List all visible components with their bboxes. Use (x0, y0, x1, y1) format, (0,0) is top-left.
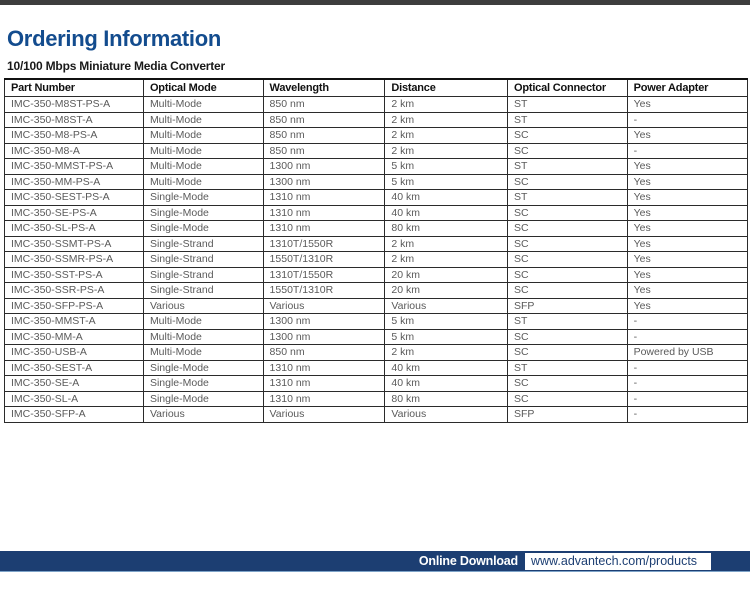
column-header: Distance (385, 79, 508, 97)
table-row (5, 298, 748, 314)
table-cell: 20 km (385, 267, 508, 283)
table-cell: SC (507, 205, 627, 221)
column-header: Part Number (5, 79, 144, 97)
column-header: Optical Connector (507, 79, 627, 97)
table-cell: 5 km (385, 314, 508, 330)
table-cell: 40 km (385, 360, 508, 376)
table-cell: Yes (627, 205, 747, 221)
table-cell: 1310 nm (263, 391, 385, 407)
table-cell: 1310 nm (263, 205, 385, 221)
table-cell: SC (507, 236, 627, 252)
table-cell: Yes (627, 190, 747, 206)
table-row (5, 283, 748, 299)
table-cell: ST (507, 314, 627, 330)
table-cell: Multi-Mode (143, 345, 263, 361)
table-row (5, 236, 748, 252)
table-cell: 1300 nm (263, 314, 385, 330)
table-cell: Yes (627, 283, 747, 299)
table-cell: IMC-350-SSMT-PS-A (5, 236, 144, 252)
table-cell: - (627, 360, 747, 376)
table-cell: Single-Mode (143, 205, 263, 221)
online-download-label: Online Download (418, 554, 518, 568)
table-cell: ST (507, 97, 627, 113)
table-cell: SC (507, 329, 627, 345)
table-cell: IMC-350-MMST-A (5, 314, 144, 330)
table-cell: SFP (507, 407, 627, 423)
table-cell: Single-Strand (143, 236, 263, 252)
table-cell: Multi-Mode (143, 329, 263, 345)
table-cell: SC (507, 128, 627, 144)
table-cell: Yes (627, 236, 747, 252)
table-cell: 40 km (385, 205, 508, 221)
table-cell: Single-Strand (143, 252, 263, 268)
table-cell: IMC-350-SL-A (5, 391, 144, 407)
table-cell: IMC-350-SSMR-PS-A (5, 252, 144, 268)
table-cell: 2 km (385, 236, 508, 252)
table-cell: SC (507, 376, 627, 392)
table-cell: IMC-350-M8ST-PS-A (5, 97, 144, 113)
table-cell: 850 nm (263, 143, 385, 159)
table-cell: Various (385, 298, 508, 314)
table-cell: 850 nm (263, 112, 385, 128)
table-cell: SC (507, 252, 627, 268)
table-cell: Powered by USB (627, 345, 747, 361)
table-cell: IMC-350-M8ST-A (5, 112, 144, 128)
table-cell: ST (507, 190, 627, 206)
table-cell: IMC-350-MMST-PS-A (5, 159, 144, 175)
table-row (5, 128, 748, 144)
table-row (5, 391, 748, 407)
table-cell: Various (143, 407, 263, 423)
table-cell: ST (507, 360, 627, 376)
table-cell: Multi-Mode (143, 97, 263, 113)
column-header: Power Adapter (627, 79, 747, 97)
table-cell: - (627, 391, 747, 407)
table-cell: Single-Strand (143, 283, 263, 299)
table-row (5, 112, 748, 128)
table-cell: IMC-350-M8-PS-A (5, 128, 144, 144)
table-cell: 1300 nm (263, 174, 385, 190)
table-cell: Multi-Mode (143, 128, 263, 144)
table-cell: SC (507, 174, 627, 190)
table-cell: - (627, 143, 747, 159)
table-cell: Various (385, 407, 508, 423)
table-cell: IMC-350-SEST-PS-A (5, 190, 144, 206)
table-cell: 2 km (385, 252, 508, 268)
table-cell: 850 nm (263, 345, 385, 361)
table-row (5, 267, 748, 283)
table-cell: - (627, 329, 747, 345)
table-cell: IMC-350-M8-A (5, 143, 144, 159)
table-cell: IMC-350-SE-PS-A (5, 205, 144, 221)
table-cell: 1310 nm (263, 376, 385, 392)
table-cell: ST (507, 112, 627, 128)
table-cell: SC (507, 391, 627, 407)
table-row (5, 329, 748, 345)
table-cell: Multi-Mode (143, 159, 263, 175)
table-cell: 5 km (385, 329, 508, 345)
table-row (5, 159, 748, 175)
table-cell: 1310 nm (263, 360, 385, 376)
table-cell: 5 km (385, 159, 508, 175)
table-cell: Single-Mode (143, 391, 263, 407)
table-cell: Yes (627, 97, 747, 113)
table-cell: Multi-Mode (143, 112, 263, 128)
table-cell: 1310T/1550R (263, 236, 385, 252)
table-cell: Single-Mode (143, 360, 263, 376)
table-row (5, 407, 748, 423)
table-cell: - (627, 376, 747, 392)
table-cell: IMC-350-SST-PS-A (5, 267, 144, 283)
footer-bar (0, 551, 750, 572)
table-row (5, 345, 748, 361)
table-body (5, 97, 748, 423)
table-cell: Yes (627, 267, 747, 283)
table-cell: SC (507, 283, 627, 299)
table-cell: IMC-350-SEST-A (5, 360, 144, 376)
table-caption: 10/100 Mbps Miniature Media Converter (7, 59, 225, 73)
table-cell: Multi-Mode (143, 174, 263, 190)
table-cell: 40 km (385, 376, 508, 392)
table-cell: 2 km (385, 97, 508, 113)
table-cell: 1300 nm (263, 329, 385, 345)
table-cell: 1550T/1310R (263, 283, 385, 299)
table-cell: 850 nm (263, 97, 385, 113)
ordering-information-table (4, 78, 748, 423)
table-header-row (5, 79, 748, 97)
table-row (5, 314, 748, 330)
table-cell: 80 km (385, 391, 508, 407)
products-url-link[interactable]: www.advantech.com/products (525, 553, 711, 570)
table-cell: 1310T/1550R (263, 267, 385, 283)
table-row (5, 205, 748, 221)
table-cell: Yes (627, 252, 747, 268)
table-cell: 20 km (385, 283, 508, 299)
table-cell: SC (507, 345, 627, 361)
page-title: Ordering Information (7, 26, 222, 51)
table-cell: IMC-350-SFP-A (5, 407, 144, 423)
table-row (5, 97, 748, 113)
table-cell: IMC-350-SE-A (5, 376, 144, 392)
table-cell: IMC-350-SFP-PS-A (5, 298, 144, 314)
table-cell: - (627, 112, 747, 128)
table-cell: SC (507, 143, 627, 159)
table-cell: 80 km (385, 221, 508, 237)
table-cell: 1550T/1310R (263, 252, 385, 268)
table-cell: Yes (627, 128, 747, 144)
table-row (5, 221, 748, 237)
table-cell: 1300 nm (263, 159, 385, 175)
table-cell: IMC-350-SL-PS-A (5, 221, 144, 237)
table-cell: IMC-350-MM-A (5, 329, 144, 345)
table-cell: 2 km (385, 128, 508, 144)
table-cell: 850 nm (263, 128, 385, 144)
table-row (5, 143, 748, 159)
table-cell: IMC-350-SSR-PS-A (5, 283, 144, 299)
column-header: Wavelength (263, 79, 385, 97)
table-cell: IMC-350-MM-PS-A (5, 174, 144, 190)
table-cell: Yes (627, 298, 747, 314)
table-row (5, 174, 748, 190)
table-cell: Multi-Mode (143, 314, 263, 330)
table-row (5, 376, 748, 392)
table-cell: Yes (627, 159, 747, 175)
table-cell: 2 km (385, 112, 508, 128)
table-row (5, 252, 748, 268)
table-row (5, 190, 748, 206)
table-cell: SC (507, 221, 627, 237)
table-cell: 2 km (385, 345, 508, 361)
table-cell: Multi-Mode (143, 143, 263, 159)
top-divider-strip (0, 0, 750, 5)
table-cell: 5 km (385, 174, 508, 190)
table-cell: Various (143, 298, 263, 314)
table-cell: Single-Strand (143, 267, 263, 283)
column-header: Optical Mode (143, 79, 263, 97)
table-cell: 40 km (385, 190, 508, 206)
table-cell: Yes (627, 221, 747, 237)
table-cell: 1310 nm (263, 221, 385, 237)
table-cell: - (627, 407, 747, 423)
table-cell: SC (507, 267, 627, 283)
table-cell: Various (263, 407, 385, 423)
table-cell: Single-Mode (143, 190, 263, 206)
table-cell: Yes (627, 174, 747, 190)
table-cell: - (627, 314, 747, 330)
table-cell: SFP (507, 298, 627, 314)
table-cell: 1310 nm (263, 190, 385, 206)
table-cell: IMC-350-USB-A (5, 345, 144, 361)
table-cell: Single-Mode (143, 376, 263, 392)
table-cell: Single-Mode (143, 221, 263, 237)
table-cell: 2 km (385, 143, 508, 159)
table-cell: ST (507, 159, 627, 175)
table-row (5, 360, 748, 376)
table-cell: Various (263, 298, 385, 314)
